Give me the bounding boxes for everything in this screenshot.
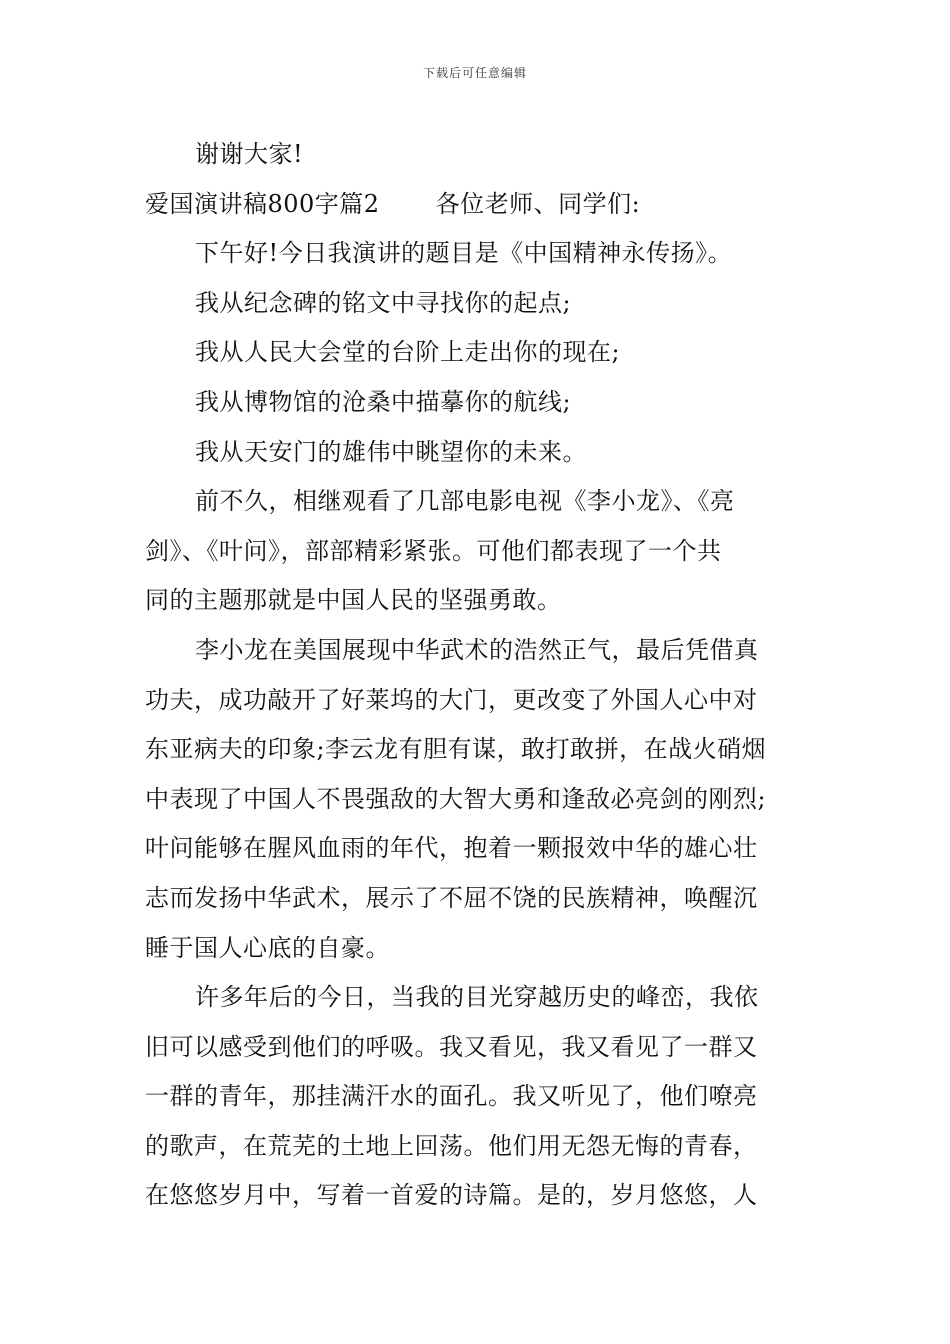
text-line: 在悠悠岁月中，写着一首爱的诗篇。是的，岁月悠悠，人 (145, 1181, 758, 1210)
text-line: 功夫，成功敲开了好莱坞的大门，更改变了外国人心中对 (145, 685, 758, 714)
text-line: 我从天安门的雄伟中眺望你的未来。 (195, 437, 587, 466)
text-line: 东亚病夫的印象;李云龙有胆有谋，敢打敢拼，在战火硝烟 (145, 735, 767, 764)
page-header: 下载后可任意编辑 (422, 66, 527, 80)
text-line: 旧可以感受到他们的呼吸。我又看见，我又看见了一群又 (145, 1032, 758, 1061)
text-line: 叶问能够在腥风血雨的年代，抱着一颗报效中华的雄心壮 (145, 834, 758, 863)
text-line: 同的主题那就是中国人民的坚强勇敢。 (145, 586, 562, 615)
text-line: 睡于国人心底的自豪。 (145, 933, 390, 962)
text-line: 剑》、《叶问》，部部精彩紧张。可他们都表现了一个共 (145, 536, 722, 565)
text-line: 许多年后的今日，当我的目光穿越历史的峰峦，我依 (195, 983, 759, 1012)
speech-title: 爱国演讲稿800字篇2 (145, 189, 380, 218)
text-line: 我从人民大会堂的台阶上走出你的现在; (195, 338, 621, 367)
text-line: 我从博物馆的沧桑中描摹你的航线; (195, 387, 572, 416)
document-body (145, 130, 810, 1221)
text-line: 前不久，相继观看了几部电影电视《李小龙》、《亮 (195, 487, 735, 516)
closing-line: 谢谢大家! (195, 140, 304, 168)
speech-title-line (145, 180, 810, 230)
text-line: 志而发扬中华武术，展示了不屈不饶的民族精神，唤醒沉 (145, 883, 758, 912)
text-line: 下午好!今日我演讲的题目是《中国精神永传扬》。 (195, 239, 733, 268)
text-line: 一群的青年，那挂满汗水的面孔。我又听见了，他们嘹亮 (145, 1082, 758, 1111)
salutation: 各位老师、同学们: (435, 189, 641, 218)
text-line: 中表现了中国人不畏强敌的大智大勇和逢敌必亮剑的刚烈; (145, 784, 767, 813)
text-line: 李小龙在美国展现中华武术的浩然正气，最后凭借真 (195, 635, 759, 664)
text-line: 我从纪念碑的铭文中寻找你的起点; (195, 288, 572, 317)
text-line: 的歌声，在荒芜的土地上回荡。他们用无怨无悔的青春， (145, 1131, 758, 1160)
